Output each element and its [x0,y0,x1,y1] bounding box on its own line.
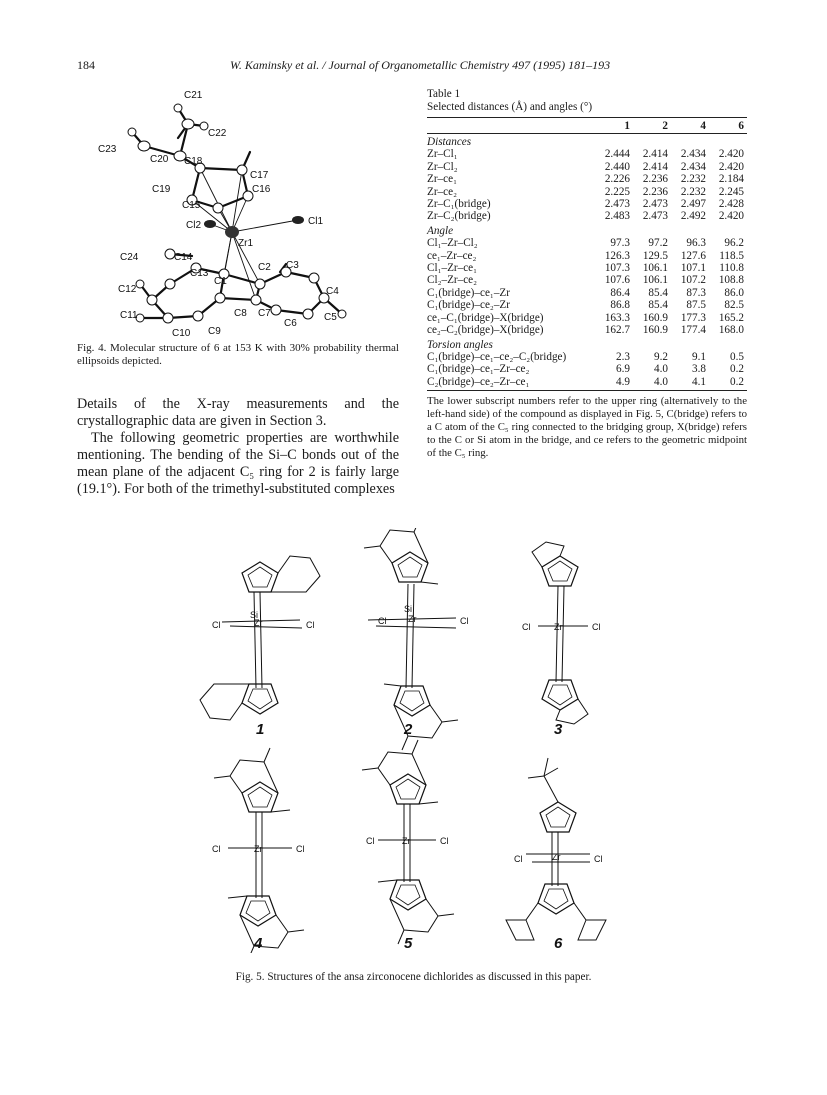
column-header [427,118,595,134]
cell-value: 2.236 [642,173,668,186]
column-header: 2 [633,118,671,134]
cell-value: 2.473 [642,210,668,223]
svg-text:C8: C8 [234,308,247,319]
table-row [427,250,747,262]
cell-value: 2.420 [718,210,744,223]
table-row [427,173,747,185]
cell-value: 96.3 [686,237,706,250]
section-heading: Distances [427,136,472,148]
cell-value: 4.0 [654,363,668,376]
table-header-row [427,118,747,134]
section-heading: Torsion angles [427,338,493,351]
svg-text:C19: C19 [152,184,171,195]
atom-label: Zr [254,844,263,854]
cell-value: 2.225 [604,185,630,198]
svg-text:Cl2: Cl2 [186,220,202,231]
cell-value: 0.5 [730,350,744,363]
table-title: Selected distances (Å) and angles (°) [427,101,593,113]
table-row [427,324,747,336]
cell-value: 2.226 [604,173,630,186]
svg-text:C1: C1 [214,276,227,287]
fig4-caption: Fig. 4. Molecular structure of 6 at 153 K with 30% probability thermal ellipsoids depicted. [77,342,399,367]
table-row [427,198,747,210]
cell-value: 2.414 [642,148,668,161]
cell-value: 2.497 [680,198,706,211]
table-row [427,186,747,198]
cell-value: 6.9 [616,363,630,376]
cell-value: 165.2 [718,311,744,324]
table-row [427,210,747,222]
cell-value: 2.420 [718,160,744,173]
cell-value: 107.3 [604,262,630,275]
svg-text:C21: C21 [184,90,203,101]
cell-value: 86.0 [724,286,744,299]
row-label: ce₂–C₂(bridge)–X(bridge) [427,324,544,337]
svg-text:C10: C10 [172,328,191,339]
column-header: 4 [671,118,709,134]
cell-value: 160.9 [642,311,668,324]
compound-label: 6 [554,935,563,952]
cell-value: 168.0 [718,324,744,337]
compound-label: 5 [404,935,413,952]
svg-text:C15: C15 [182,200,201,211]
table1 [427,88,747,460]
cell-value: 163.3 [604,311,630,324]
table-row [427,237,747,249]
svg-text:C17: C17 [250,170,269,181]
svg-text:C14: C14 [174,252,193,263]
atom-label: Zr [254,618,263,628]
cell-value: 177.3 [680,311,706,324]
cell-value: 2.236 [642,185,668,198]
cell-value: 110.8 [719,262,744,275]
table-section-row [427,337,747,351]
row-label: Cl₂–Zr–ce₂ [427,274,478,287]
svg-text:C7: C7 [258,308,271,319]
cell-value: 160.9 [642,324,668,337]
cell-value: 2.184 [718,173,744,186]
cell-value: 4.9 [595,376,633,391]
atom-label: Cl [592,622,601,632]
cell-value: 107.2 [680,274,706,287]
row-label: Cl₁–Zr–ce₁ [427,262,478,275]
compound-label: 3 [554,721,563,738]
table-label: Table 1 [427,88,461,100]
cell-value: 106.1 [642,274,668,287]
table-row [427,376,747,391]
paragraph: Details of the X-ray measurements and the crystallographic data are given in Section 3. [77,396,399,429]
cell-value: 87.3 [686,286,706,299]
table-row [427,274,747,286]
atom-label: Cl [460,616,469,626]
cell-value: 107.6 [604,274,630,287]
cell-value: 4.1 [671,376,709,391]
cell-value: 2.428 [718,198,744,211]
atom-label: Cl [594,854,603,864]
cell-value: 2.3 [616,350,630,363]
page-number: 184 [77,58,95,72]
cell-value: 96.2 [724,237,744,250]
fig4-molecular-structure [80,88,400,340]
svg-text:C20: C20 [150,154,169,165]
cell-value: 2.444 [604,148,630,161]
atom-label: Cl [378,616,387,626]
atom-label: Cl [440,836,449,846]
table-section-row [427,223,747,237]
svg-text:C23: C23 [98,144,117,155]
row-label: ce₁–C₁(bridge)–X(bridge) [427,311,544,324]
svg-text:C4: C4 [326,286,339,297]
atom-label: Zr [402,836,411,846]
svg-text:C11: C11 [120,310,138,321]
cell-value: 82.5 [724,299,744,312]
cell-value: 2.473 [604,198,630,211]
atom-label: Zr [408,614,417,624]
cell-value: 2.420 [718,148,744,161]
table-footnote: The lower subscript numbers refer to the upper ring (alternatively to the left-hand side) of the compound as displayed in Fig. 5, C(bridge) refers to a C atom of the C₅ ring connected to the bridging group, X(bridge) refers to the C or Si atom in the bridge, and ce refers to the geometric midpoint of the C₅ ring. [427,395,747,460]
row-label: Zr–ce₂ [427,185,457,198]
cell-value: 162.7 [604,324,630,337]
svg-text:C5: C5 [324,312,337,323]
cell-value: 2.440 [604,160,630,173]
cell-value: 86.8 [610,299,630,312]
row-label: C₁(bridge)–ce₁–Zr [427,286,510,299]
table-row [427,363,747,375]
row-label: C₂(bridge)–ce₂–Zr–ce₁ [427,376,595,391]
cell-value: 126.3 [604,249,630,262]
svg-text:Zr1: Zr1 [238,238,253,249]
atom-label: Cl [306,620,315,630]
row-label: C₁(bridge)–ce₂–Zr [427,299,510,312]
cell-value: 2.434 [680,148,706,161]
svg-text:C9: C9 [208,326,221,337]
cell-value: 177.4 [680,324,706,337]
row-label: Zr–ce₁ [427,173,457,186]
row-label: ce₁–Zr–ce₂ [427,249,477,262]
cell-value: 2.245 [718,185,744,198]
section-heading: Angle [427,224,454,237]
cell-value: 2.434 [680,160,706,173]
atom-label: Cl [296,844,305,854]
row-label: Zr–C₁(bridge) [427,198,491,211]
svg-text:C18: C18 [184,156,203,167]
svg-text:C22: C22 [208,128,227,139]
cell-value: 85.4 [648,299,668,312]
atom-label: Si [404,604,413,614]
cell-value: 4.0 [633,376,671,391]
cell-value: 97.2 [648,237,668,250]
running-head: W. Kaminsky et al. / Journal of Organometallic Chemistry 497 (1995) 181–193 [230,58,611,72]
row-label: Cl₁–Zr–Cl₂ [427,237,478,250]
table-row [427,287,747,299]
table-section-row [427,134,747,149]
cell-value: 129.5 [642,249,668,262]
atom-label: Zr [554,622,563,632]
row-label: C₁(bridge)–ce₁–Zr–ce₂ [427,363,530,376]
cell-value: 2.414 [642,160,668,173]
cell-value: 97.3 [610,237,630,250]
compound-label: 1 [256,721,265,738]
cell-value: 9.1 [692,350,706,363]
atom-label: Cl [212,620,221,630]
table-row [427,312,747,324]
atom-label: Si [250,610,259,620]
atom-label: Cl [514,854,523,864]
cell-value: 2.232 [680,185,706,198]
column-header: 1 [595,118,633,134]
table-row [427,299,747,311]
row-label: Zr–Cl₁ [427,148,458,161]
cell-value: 108.8 [718,274,744,287]
cell-value: 127.6 [680,249,706,262]
atom-label: Cl [522,622,531,632]
fig5-structures [150,528,690,953]
fig5-caption: Fig. 5. Structures of the ansa zirconocene dichlorides as discussed in this paper. [235,971,592,983]
cell-value: 3.8 [692,363,706,376]
svg-text:C6: C6 [284,318,297,329]
table-row [427,161,747,173]
svg-text:C12: C12 [118,284,137,295]
svg-text:C2: C2 [258,262,271,273]
atom-label: Cl [212,844,221,854]
cell-value: 2.232 [680,173,706,186]
cell-value: 2.473 [642,198,668,211]
cell-value: 118.5 [719,249,744,262]
svg-text:C13: C13 [190,268,209,279]
table-row [427,148,747,160]
cell-value: 85.4 [648,286,668,299]
cell-value: 0.2 [730,363,744,376]
table1-grid [427,117,747,391]
compound-label: 4 [254,935,263,952]
cell-value: 106.1 [642,262,668,275]
column-header: 6 [709,118,747,134]
cell-value: 2.483 [604,210,630,223]
svg-text:C24: C24 [120,252,139,263]
row-label: C₁(bridge)–ce₁–ce₂–C₂(bridge) [427,350,567,363]
cell-value: 87.5 [686,299,706,312]
table-row [427,262,747,274]
cell-value: 0.2 [709,376,747,391]
svg-text:C3: C3 [286,260,299,271]
cell-value: 9.2 [654,350,668,363]
row-label: Zr–C₂(bridge) [427,210,491,223]
table-row [427,351,747,363]
paragraph: The following geometric properties are worthwhile mentioning. The bending of the Si–C bonds out of the mean plane of the adjacent C₅ ring for 2 is fairly large (19.1°). For both of the trimethyl-substituted complexes [77,430,399,497]
cell-value: 107.1 [680,262,706,275]
svg-text:C16: C16 [252,184,271,195]
compound-label: 2 [404,721,413,738]
cell-value: 2.492 [680,210,706,223]
svg-text:Cl1: Cl1 [308,216,324,227]
cell-value: 86.4 [610,286,630,299]
atom-label: Cl [366,836,375,846]
row-label: Zr–Cl₂ [427,160,458,173]
atom-label: Zr [552,852,561,862]
body-text [77,396,399,498]
